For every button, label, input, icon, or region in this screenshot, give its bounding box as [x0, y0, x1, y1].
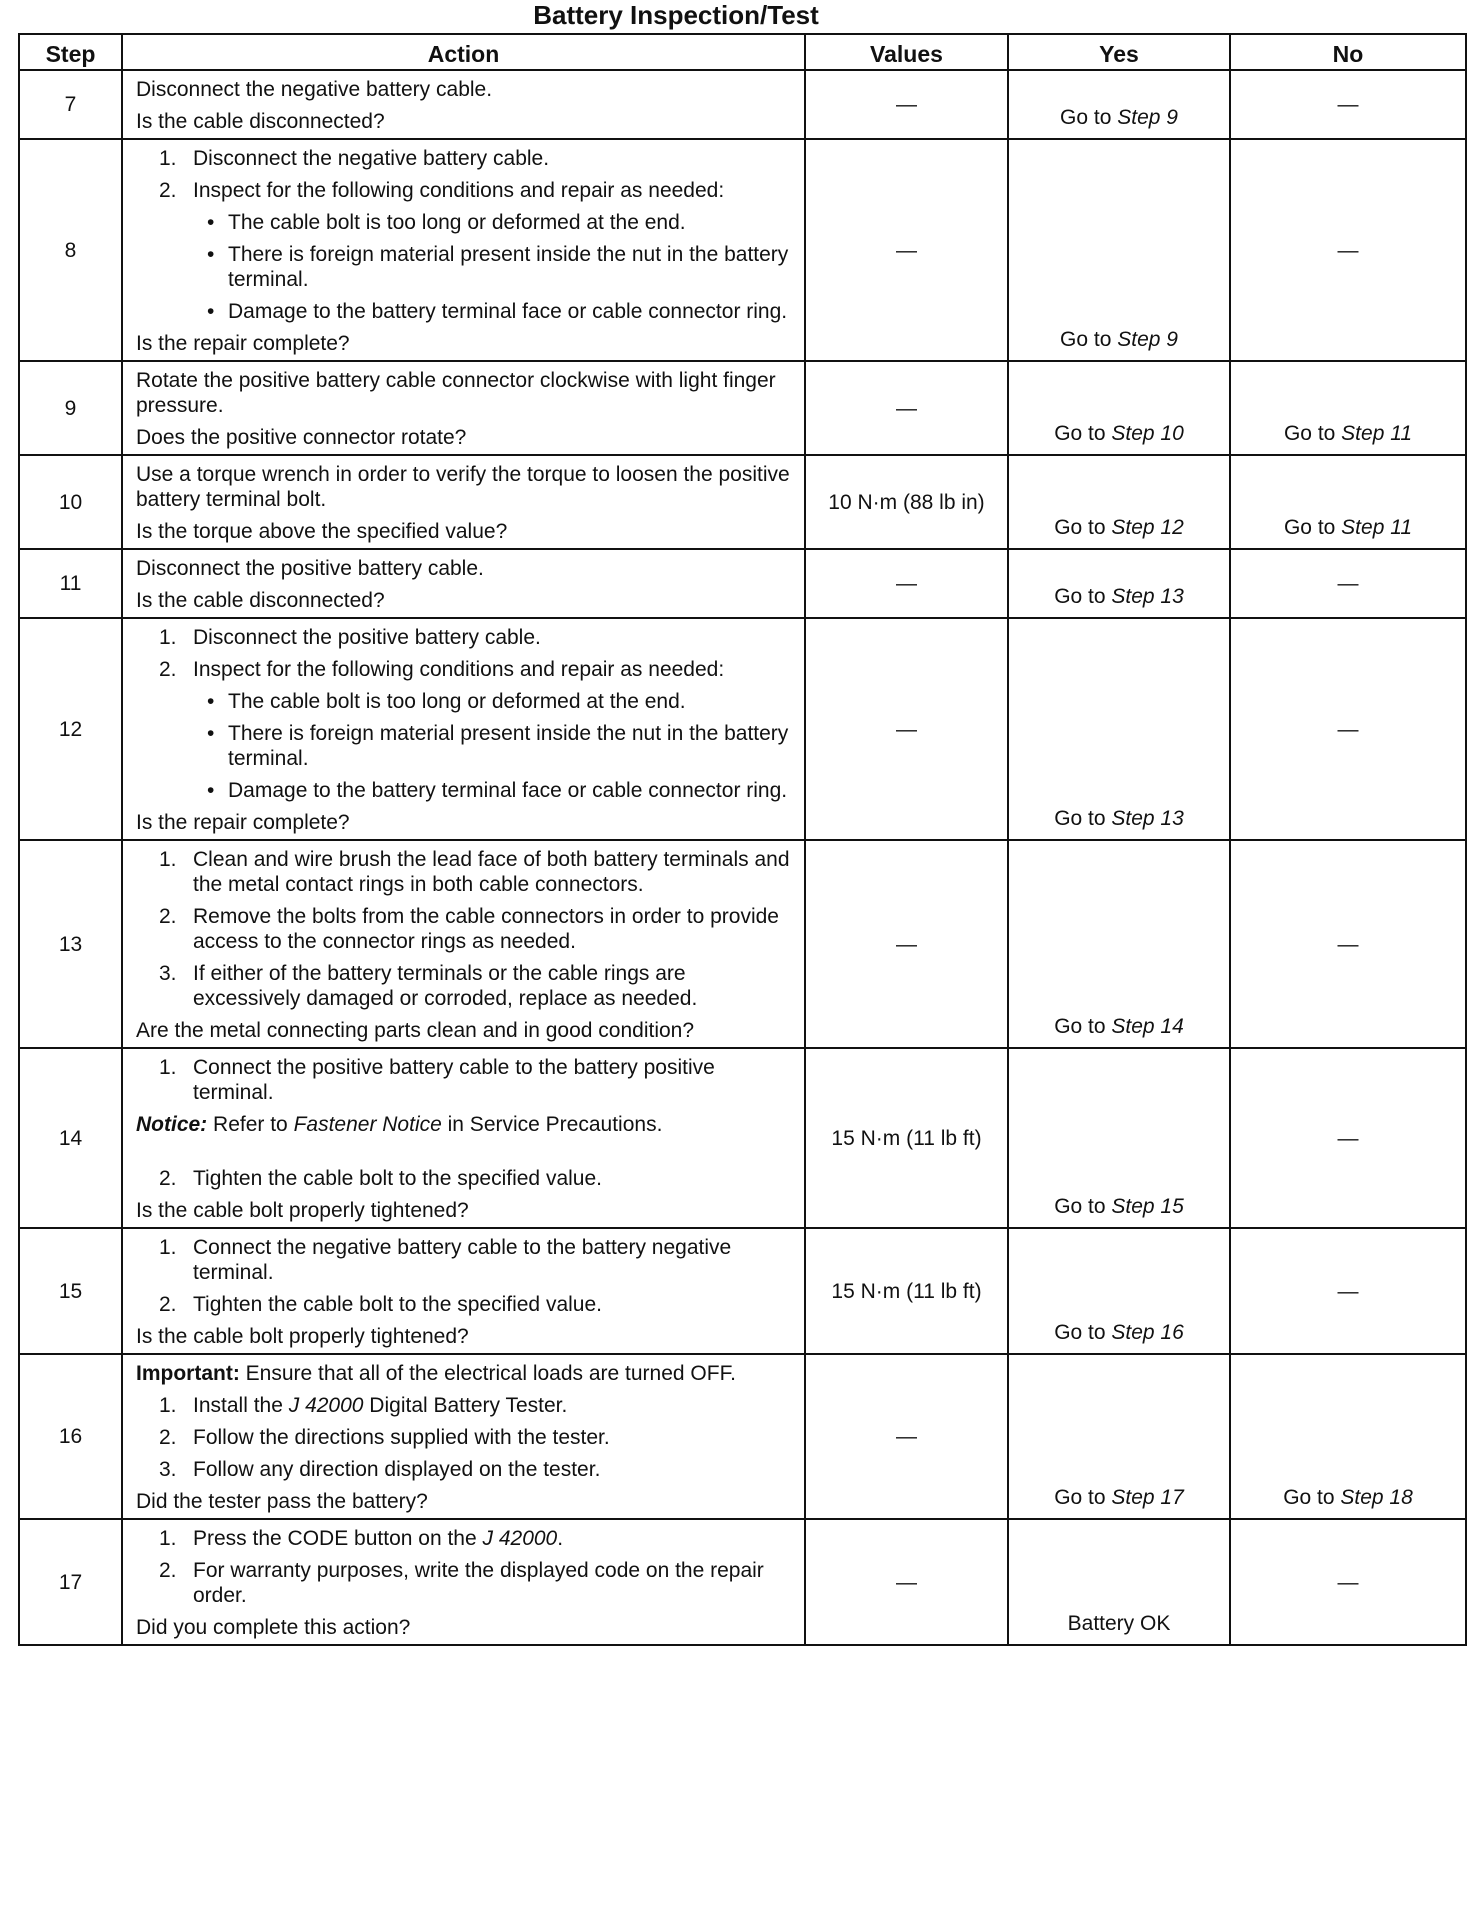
- action-list: [136, 1526, 796, 1608]
- action-cell: [122, 618, 805, 840]
- step-number: 14: [19, 1048, 122, 1228]
- action-cell: [122, 1519, 805, 1645]
- list-item: 1. Install the J 42000 Digital Battery Tester.: [159, 1394, 568, 1417]
- action-cell: [122, 139, 805, 361]
- step-number: 8: [19, 139, 122, 361]
- yes-step-link: Step 17: [1111, 1486, 1184, 1509]
- step-number: 7: [19, 70, 122, 139]
- action-cell: [122, 1354, 805, 1519]
- question-text: Is the cable disconnected?: [136, 110, 385, 133]
- action-cell: [122, 361, 805, 455]
- action-text: Disconnect the negative battery cable.: [136, 78, 493, 101]
- table-row: [19, 549, 1466, 618]
- table-row: [19, 361, 1466, 455]
- bullet-list: [193, 689, 796, 803]
- yes-step-link: Step 10: [1111, 422, 1184, 445]
- step-number: 17: [19, 1519, 122, 1645]
- step-number: 9: [19, 361, 122, 455]
- header-action: Action: [122, 34, 805, 70]
- table-header-row: [19, 34, 1466, 70]
- tool-ref: J 42000: [288, 1394, 364, 1417]
- action-text: Use a torque wrench in order to verify the torque to loosen the positive battery terminal bolt.: [136, 463, 790, 511]
- action-list: [136, 146, 796, 324]
- header-step: Step: [19, 34, 122, 70]
- table-row: [19, 139, 1466, 361]
- value-cell: —: [805, 361, 1008, 455]
- table-row: [19, 1519, 1466, 1645]
- action-cell: [122, 1228, 805, 1354]
- question-text: Is the cable disconnected?: [136, 589, 385, 612]
- list-item: 2. Remove the bolts from the cable connectors in order to provide access to the connector rings as needed.: [159, 905, 779, 953]
- list-item: 2. Inspect for the following conditions and repair as needed: • The cable bolt is too long or deformed at the end. • There is foreign material present inside the nut in the battery terminal. • Damage to the battery terminal face or cable connector ring.: [136, 178, 796, 324]
- list-item: 3. Follow any direction displayed on the tester.: [159, 1458, 601, 1481]
- value-cell: 15 N·m (11 lb ft): [805, 1048, 1008, 1228]
- no-step-link: Step 11: [1341, 422, 1413, 445]
- bullet-list: [193, 210, 796, 324]
- important-text: Important: Ensure that all of the electrical loads are turned OFF.: [136, 1362, 736, 1385]
- list-item: 1. Disconnect the negative battery cable.: [159, 147, 550, 170]
- value-cell: 10 N·m (88 lb in): [805, 455, 1008, 549]
- table-row: [19, 70, 1466, 139]
- step-number: 12: [19, 618, 122, 840]
- list-item: 2. For warranty purposes, write the displayed code on the repair order.: [159, 1559, 764, 1607]
- question-text: Is the torque above the specified value?: [136, 520, 508, 543]
- table-row: [19, 840, 1466, 1048]
- fastener-notice-ref: Fastener Notice: [293, 1113, 442, 1136]
- value-cell: —: [805, 549, 1008, 618]
- value-cell: —: [805, 618, 1008, 840]
- table-row: [19, 455, 1466, 549]
- yes-step-link: Step 9: [1117, 328, 1178, 351]
- yes-step-link: Step 14: [1111, 1015, 1184, 1038]
- list-item: 2. Tighten the cable bolt to the specified value.: [159, 1293, 602, 1316]
- value-cell: —: [805, 139, 1008, 361]
- no-cell: —: [1230, 139, 1466, 361]
- question-text: Is the repair complete?: [136, 332, 350, 355]
- list-item: 1. Clean and wire brush the lead face of both battery terminals and the metal contact rings in both cable connectors.: [159, 848, 790, 896]
- step-number: 15: [19, 1228, 122, 1354]
- yes-cell: Battery OK: [1008, 1519, 1230, 1645]
- yes-cell: Go to Step 14: [1008, 840, 1230, 1048]
- yes-step-link: Step 16: [1111, 1321, 1184, 1344]
- yes-cell: Go to Step 17: [1008, 1354, 1230, 1519]
- action-text: Rotate the positive battery cable connector clockwise with light finger pressure.: [136, 369, 776, 417]
- no-step-link: Step 18: [1340, 1486, 1413, 1509]
- action-list: [136, 1055, 796, 1105]
- yes-cell: Go to Step 13: [1008, 618, 1230, 840]
- value-cell: 15 N·m (11 lb ft): [805, 1228, 1008, 1354]
- header-no: No: [1230, 34, 1466, 70]
- step-number: 10: [19, 455, 122, 549]
- header-yes: Yes: [1008, 34, 1230, 70]
- action-text: Disconnect the positive battery cable.: [136, 557, 484, 580]
- yes-cell: Go to Step 9: [1008, 139, 1230, 361]
- question-text: Is the repair complete?: [136, 811, 350, 834]
- question-text: Did the tester pass the battery?: [136, 1490, 428, 1513]
- action-cell: [122, 840, 805, 1048]
- value-cell: —: [805, 840, 1008, 1048]
- bullet-item: • The cable bolt is too long or deformed at the end.: [207, 690, 686, 713]
- action-cell: [122, 1048, 805, 1228]
- table-row: [19, 618, 1466, 840]
- battery-test-table: [18, 33, 1467, 1646]
- list-item: 2. Follow the directions supplied with the tester.: [159, 1426, 610, 1449]
- action-cell: [122, 455, 805, 549]
- no-cell: Go to Step 11: [1230, 455, 1466, 549]
- value-cell: —: [805, 1354, 1008, 1519]
- no-cell: —: [1230, 1228, 1466, 1354]
- no-cell: —: [1230, 1519, 1466, 1645]
- yes-cell: Go to Step 10: [1008, 361, 1230, 455]
- list-item: 1. Connect the negative battery cable to the battery negative terminal.: [159, 1236, 732, 1284]
- yes-step-link: Step 13: [1111, 807, 1184, 830]
- bullet-item: • There is foreign material present inside the nut in the battery terminal.: [207, 243, 789, 291]
- step-number: 13: [19, 840, 122, 1048]
- no-cell: —: [1230, 1048, 1466, 1228]
- no-cell: —: [1230, 618, 1466, 840]
- bullet-item: • Damage to the battery terminal face or cable connector ring.: [207, 300, 788, 323]
- yes-step-link: Step 9: [1117, 106, 1178, 129]
- bullet-item: • The cable bolt is too long or deformed at the end.: [207, 211, 686, 234]
- question-text: Is the cable bolt properly tightened?: [136, 1325, 469, 1348]
- yes-step-link: Step 12: [1111, 516, 1184, 539]
- step-number: 11: [19, 549, 122, 618]
- no-cell: —: [1230, 70, 1466, 139]
- page-title: Battery Inspection/Test: [533, 0, 819, 30]
- yes-step-link: Step 13: [1111, 585, 1184, 608]
- yes-prefix: Go to: [1060, 106, 1118, 129]
- question-text: Did you complete this action?: [136, 1616, 411, 1639]
- no-cell: —: [1230, 549, 1466, 618]
- header-values: Values: [805, 34, 1008, 70]
- yes-cell: Go to Step 12: [1008, 455, 1230, 549]
- table-row: [19, 1354, 1466, 1519]
- bullet-item: • There is foreign material present inside the nut in the battery terminal.: [207, 722, 789, 770]
- value-cell: —: [805, 1519, 1008, 1645]
- tool-ref: J 42000: [482, 1527, 558, 1550]
- step-number: 16: [19, 1354, 122, 1519]
- list-item: 1. Press the CODE button on the J 42000.: [159, 1527, 564, 1550]
- bullet-item: • Damage to the battery terminal face or cable connector ring.: [207, 779, 788, 802]
- question-text: Does the positive connector rotate?: [136, 426, 467, 449]
- action-cell: [122, 549, 805, 618]
- yes-step-link: Step 15: [1111, 1195, 1184, 1218]
- no-cell: Go to Step 11: [1230, 361, 1466, 455]
- list-item: 1. Connect the positive battery cable to the battery positive terminal.: [159, 1056, 715, 1104]
- list-item: 3. If either of the battery terminals or the cable rings are excessively damaged or corroded, replace as needed.: [159, 962, 698, 1010]
- important-label: Important:: [136, 1362, 240, 1385]
- notice-label: Notice:: [136, 1113, 208, 1136]
- action-list: [136, 625, 796, 803]
- value-cell: —: [805, 70, 1008, 139]
- yes-cell: [1008, 70, 1230, 139]
- action-list: [136, 1235, 796, 1317]
- action-list: [136, 1393, 796, 1482]
- question-text: Is the cable bolt properly tightened?: [136, 1199, 469, 1222]
- yes-cell: Go to Step 15: [1008, 1048, 1230, 1228]
- table-row: [19, 1228, 1466, 1354]
- yes-cell: Go to Step 16: [1008, 1228, 1230, 1354]
- question-text: Are the metal connecting parts clean and in good condition?: [136, 1019, 695, 1042]
- notice-text: Notice: Refer to Fastener Notice in Service Precautions.: [136, 1113, 663, 1136]
- no-step-link: Step 11: [1341, 516, 1413, 539]
- no-cell: Go to Step 18: [1230, 1354, 1466, 1519]
- action-list: [136, 1166, 796, 1191]
- list-item: 2. Tighten the cable bolt to the specified value.: [159, 1167, 602, 1190]
- yes-cell: Go to Step 13: [1008, 549, 1230, 618]
- list-item: 2. Inspect for the following conditions and repair as needed: • The cable bolt is too long or deformed at the end. • There is foreign material present inside the nut in the battery terminal. • Damage to the battery terminal face or cable connector ring.: [136, 657, 796, 803]
- action-list: [136, 847, 796, 1011]
- table-row: [19, 1048, 1466, 1228]
- action-cell: [122, 70, 805, 139]
- list-item: 1. Disconnect the positive battery cable.: [159, 626, 541, 649]
- no-cell: —: [1230, 840, 1466, 1048]
